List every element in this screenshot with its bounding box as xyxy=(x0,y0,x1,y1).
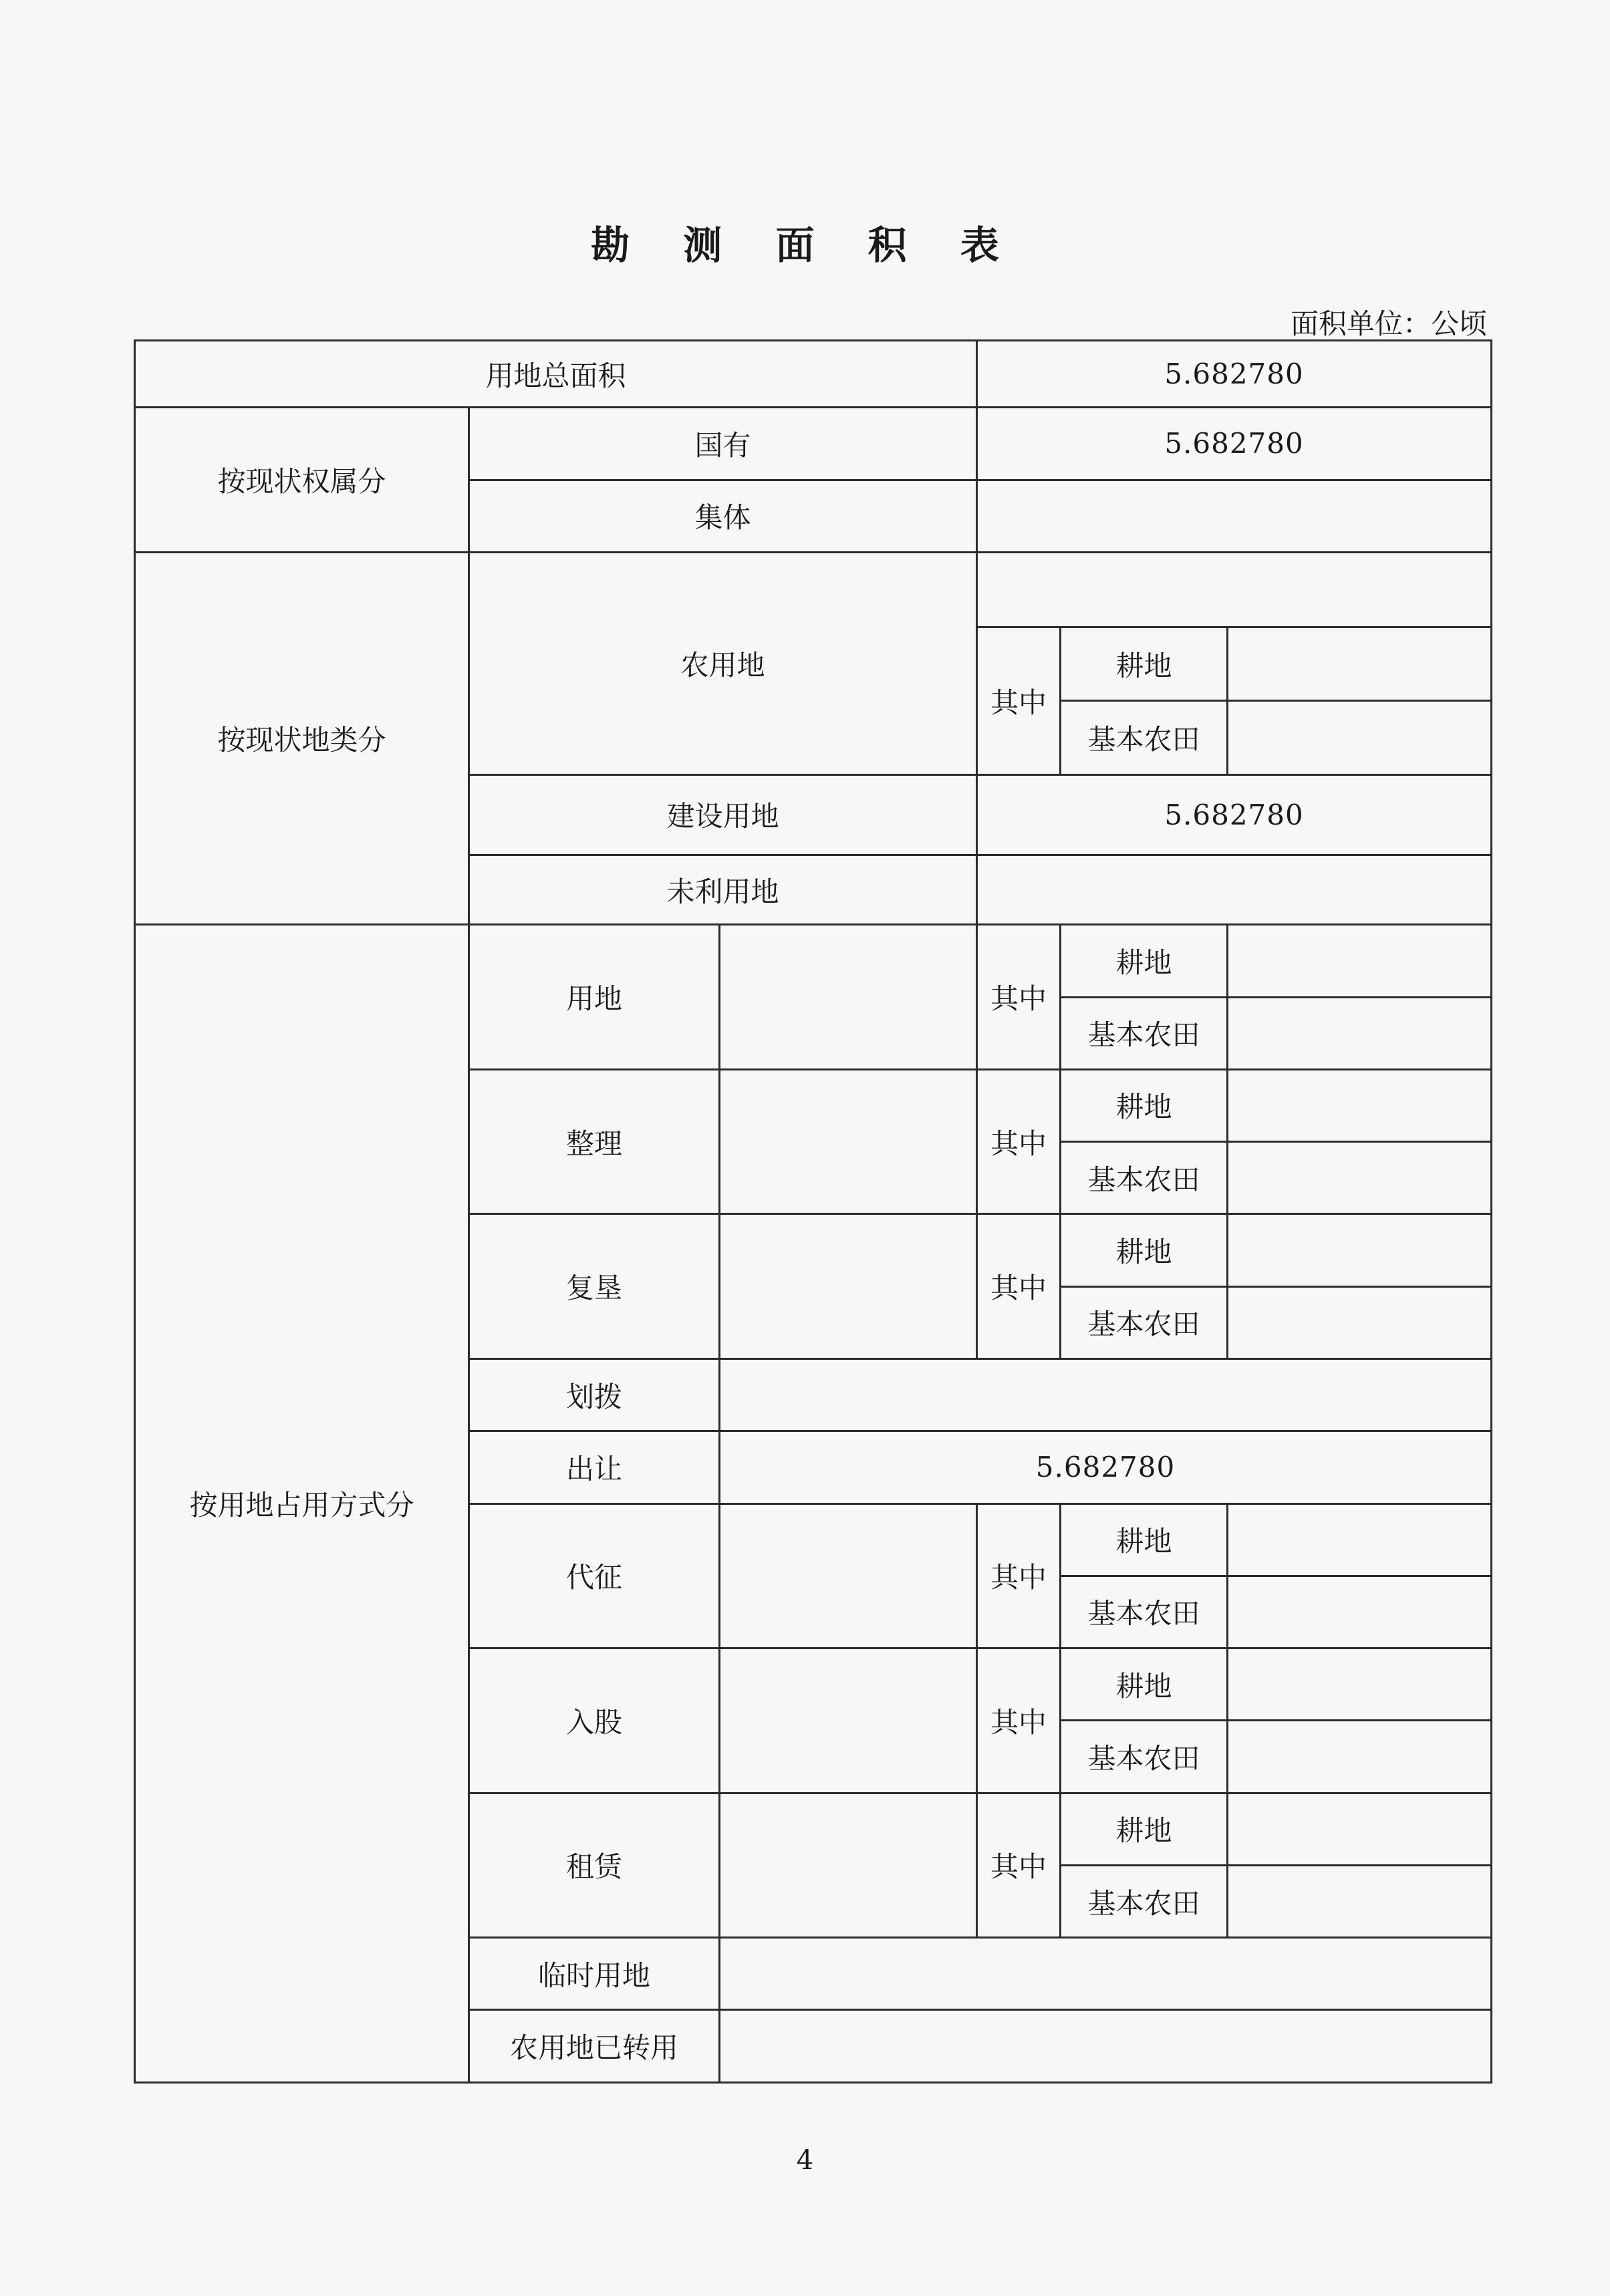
total-area-value: 5.682780 xyxy=(977,341,1492,408)
shareholding-cultivated-value xyxy=(1228,1648,1492,1721)
use-value xyxy=(720,925,977,1070)
agricultural-cultivated-label: 耕地 xyxy=(1061,627,1228,701)
transfer-label: 出让 xyxy=(469,1431,720,1503)
consolidation-basic-farmland-label: 基本农田 xyxy=(1061,1142,1228,1214)
acquisition-cultivated-value xyxy=(1228,1503,1492,1576)
transfer-value: 5.682780 xyxy=(720,1431,1492,1503)
reclamation-basic-farmland-label: 基本农田 xyxy=(1061,1286,1228,1358)
use-of-which-label: 其中 xyxy=(977,925,1061,1070)
acquisition-basic-farmland-value xyxy=(1228,1576,1492,1648)
agricultural-label: 农用地 xyxy=(469,552,977,774)
construction-label: 建设用地 xyxy=(469,774,977,855)
lease-basic-farmland-label: 基本农田 xyxy=(1061,1865,1228,1937)
shareholding-basic-farmland-value xyxy=(1228,1721,1492,1793)
lease-cultivated-value xyxy=(1228,1793,1492,1865)
acquisition-value xyxy=(720,1503,977,1648)
reclamation-of-which-label: 其中 xyxy=(977,1214,1061,1359)
consolidation-basic-farmland-value xyxy=(1228,1142,1492,1214)
agricultural-of-which-label: 其中 xyxy=(977,627,1061,775)
lease-of-which-label: 其中 xyxy=(977,1793,1061,1938)
unused-value xyxy=(977,855,1492,925)
acquisition-label: 代征 xyxy=(469,1503,720,1648)
page-title: 勘 测 面 积 表 xyxy=(591,223,1019,268)
survey-area-table xyxy=(134,339,1492,2084)
allocation-label: 划拨 xyxy=(469,1358,720,1431)
unit-note: 面积单位：公顷 xyxy=(1290,307,1487,340)
reclamation-cultivated-label: 耕地 xyxy=(1061,1214,1228,1286)
by-occupation-label: 按用地占用方式分 xyxy=(135,925,469,2083)
reclamation-label: 复垦 xyxy=(469,1214,720,1359)
lease-cultivated-label: 耕地 xyxy=(1061,1793,1228,1865)
reclamation-value xyxy=(720,1214,977,1359)
consolidation-label: 整理 xyxy=(469,1069,720,1214)
shareholding-basic-farmland-label: 基本农田 xyxy=(1061,1721,1228,1793)
temporary-label: 临时用地 xyxy=(469,1938,720,2010)
agri-converted-label: 农用地已转用 xyxy=(469,2010,720,2083)
agricultural-basic-farmland-label: 基本农田 xyxy=(1061,701,1228,774)
agri-converted-value xyxy=(720,2010,1492,2083)
acquisition-basic-farmland-label: 基本农田 xyxy=(1061,1576,1228,1648)
consolidation-value xyxy=(720,1069,977,1214)
unused-label: 未利用地 xyxy=(469,855,977,925)
by-ownership-label: 按现状权属分 xyxy=(135,408,469,553)
lease-basic-farmland-value xyxy=(1228,1865,1492,1937)
consolidation-cultivated-value xyxy=(1228,1069,1492,1141)
shareholding-label: 入股 xyxy=(469,1648,720,1793)
acquisition-of-which-label: 其中 xyxy=(977,1503,1061,1648)
acquisition-cultivated-label: 耕地 xyxy=(1061,1503,1228,1576)
reclamation-basic-farmland-value xyxy=(1228,1286,1492,1358)
consolidation-of-which-label: 其中 xyxy=(977,1069,1061,1214)
state-owned-label: 国有 xyxy=(469,408,977,480)
reclamation-cultivated-value xyxy=(1228,1214,1492,1286)
temporary-value xyxy=(720,1938,1492,2010)
total-area-label: 用地总面积 xyxy=(135,341,977,408)
use-cultivated-value xyxy=(1228,925,1492,997)
shareholding-value xyxy=(720,1648,977,1793)
state-owned-value: 5.682780 xyxy=(977,408,1492,480)
consolidation-cultivated-label: 耕地 xyxy=(1061,1069,1228,1141)
collective-label: 集体 xyxy=(469,480,977,552)
agricultural-value xyxy=(977,552,1492,627)
use-cultivated-label: 耕地 xyxy=(1061,925,1228,997)
by-land-class-label: 按现状地类分 xyxy=(135,552,469,924)
construction-value: 5.682780 xyxy=(977,774,1492,855)
agricultural-cultivated-value xyxy=(1228,627,1492,701)
allocation-value xyxy=(720,1358,1492,1431)
page-number: 4 xyxy=(796,2145,814,2176)
use-label: 用地 xyxy=(469,925,720,1070)
shareholding-of-which-label: 其中 xyxy=(977,1648,1061,1793)
agricultural-basic-farmland-value xyxy=(1228,701,1492,774)
use-basic-farmland-value xyxy=(1228,997,1492,1069)
lease-value xyxy=(720,1793,977,1938)
lease-label: 租赁 xyxy=(469,1793,720,1938)
shareholding-cultivated-label: 耕地 xyxy=(1061,1648,1228,1721)
use-basic-farmland-label: 基本农田 xyxy=(1061,997,1228,1069)
collective-value xyxy=(977,480,1492,552)
